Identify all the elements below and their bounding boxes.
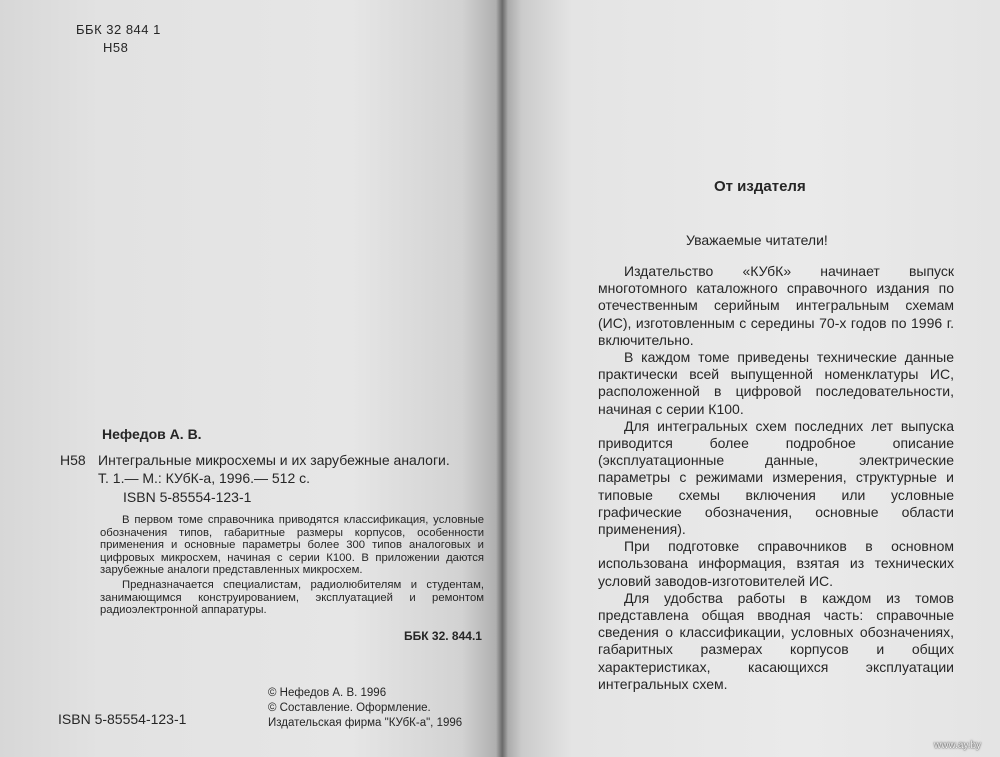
greeting: Уважаемые читатели! — [686, 232, 828, 248]
watermark: www.ay.by — [934, 740, 982, 751]
preface-text — [598, 263, 954, 693]
card-title: Интегральные микросхемы и их зарубежные аналоги. — [98, 452, 450, 468]
copyright-line: Издательская фирма "КУбК-а", 1996 — [268, 717, 463, 729]
copyright-line: © Нефедов А. В. 1996 — [268, 687, 387, 699]
card-bbk: ББК 32. 844.1 — [404, 629, 482, 643]
card-isbn: ISBN 5-85554-123-1 — [123, 489, 252, 505]
card-author: Нефедов А. В. — [102, 426, 202, 442]
card-imprint: Т. 1.— М.: КУбК-а, 1996.— 512 с. — [98, 470, 311, 486]
author-mark-top: Н58 — [103, 40, 129, 55]
right-page — [502, 0, 1000, 757]
preface-paragraph: В каждом томе приведены технические данные практически всей выпущенной номенклатуры ИС, расположенной в цифровой последовательности, начиная с серии К100. — [598, 349, 954, 417]
preface-paragraph: Издательство «КУбК» начинает выпуск многотомного каталожного справочного издания по отечественным серийным интегральным схемам (ИС), изготовленным с середины 70-х годов по 1996 г. включительно. — [598, 263, 954, 348]
bbk-code: ББК 32 844 1 — [76, 22, 161, 37]
book-gutter — [496, 0, 508, 757]
abstract-paragraph: В первом томе справочника приводятся классификация, условные обозначения типов, габаритные размеры корпусов, особенности применения и основные параметры более 300 типов аналоговых и цифровых микросхем, начиная с серии К100. В приложении даются зарубежные аналоги представленных микросхем. — [100, 514, 484, 577]
card-author-mark: Н58 — [60, 452, 86, 468]
copyright-block — [268, 686, 462, 731]
card-abstract — [100, 514, 484, 617]
preface-paragraph: При подготовке справочников в основном использована информация, взятая из технических условий заводов-изготовителей ИС. — [598, 538, 954, 589]
copyright-line: © Составление. Оформление. — [268, 702, 431, 714]
abstract-paragraph: Предназначается специалистам, радиолюбителям и студентам, занимающимся конструированием, эксплуатацией и ремонтом радиоэлектронной аппаратуры. — [100, 578, 484, 617]
preface-paragraph: Для удобства работы в каждом из томов представлена общая вводная часть: справочные сведения о классификации, условных обозначениях, габаритных размерах корпусов и общих характеристиках, касающихся эксплуатации интегральных схем. — [598, 589, 954, 692]
section-heading: От издателя — [714, 178, 806, 195]
preface-paragraph: Для интегральных схем последних лет выпуска приводится более подробное описание (эксплуатационные данные, электрические параметры с режимами измерения, структурные и типовые схемы включения или условные графические обозначения, основные области применения). — [598, 417, 954, 538]
isbn-bottom: ISBN 5-85554-123-1 — [58, 711, 187, 727]
